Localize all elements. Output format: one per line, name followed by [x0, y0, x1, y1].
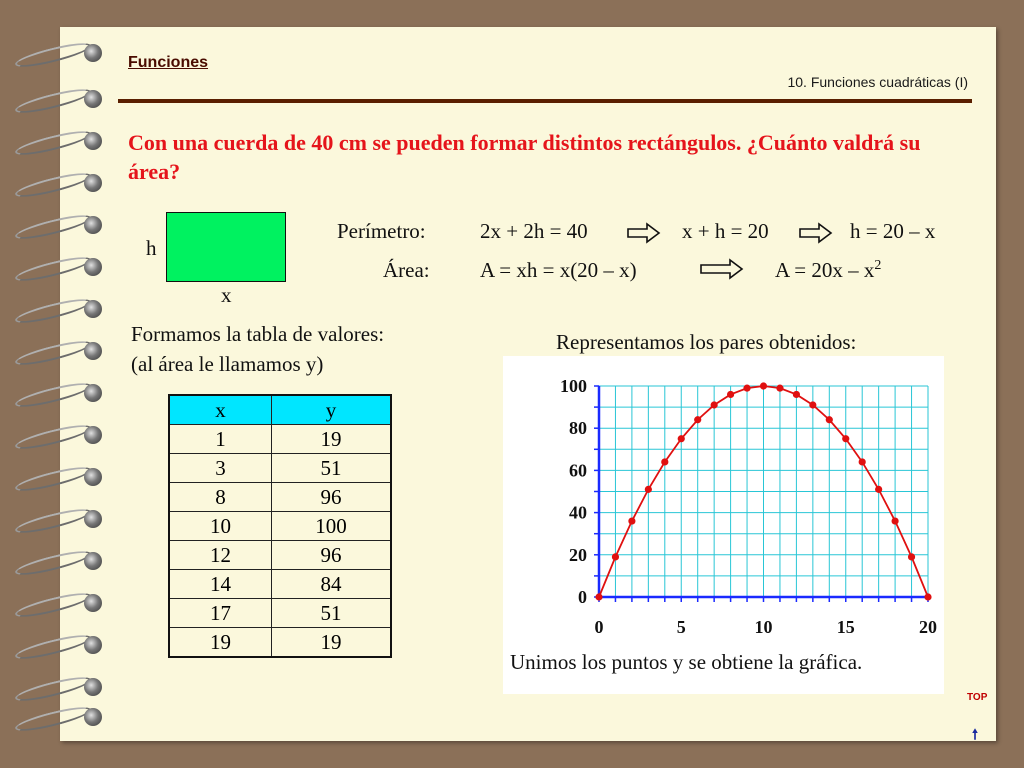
ring-hole	[84, 510, 102, 528]
table-header-y: y	[272, 395, 392, 425]
table-cell-y: 100	[272, 512, 392, 541]
perimeter-label: Perímetro:	[337, 219, 426, 243]
ring-hole	[84, 132, 102, 150]
graph-caption: Unimos los puntos y se obtiene la gráfica.	[510, 650, 863, 674]
data-point	[826, 416, 833, 423]
table-cell-y: 96	[272, 483, 392, 512]
x-tick-label: 15	[836, 617, 855, 637]
rectangle-width-label: x	[221, 283, 232, 307]
graph-panel	[503, 356, 944, 694]
binding-ring	[14, 214, 104, 238]
y-tick-label: 100	[560, 376, 587, 396]
ring-hole	[84, 594, 102, 612]
data-point	[595, 593, 602, 600]
table-cell-x: 10	[169, 512, 272, 541]
problem-statement: Con una cuerda de 40 cm se pueden formar distintos rectángulos. ¿Cuánto valdrá su área?	[128, 130, 921, 184]
ring-hole	[84, 300, 102, 318]
data-point	[776, 385, 783, 392]
table-header-x: x	[169, 395, 272, 425]
x-tick-label: 0	[594, 617, 604, 637]
data-point	[892, 517, 899, 524]
ring-hole	[84, 44, 102, 62]
binding-ring	[14, 634, 104, 658]
ring-hole	[84, 90, 102, 108]
binding-ring	[14, 706, 104, 730]
funciones-link[interactable]: Funciones	[128, 54, 209, 71]
x-tick-label: 10	[754, 617, 773, 637]
up-arrow-icon[interactable]: 🠕	[972, 727, 979, 743]
implies-arrow-icon	[799, 222, 833, 244]
data-point	[875, 486, 882, 493]
slide-subtitle: 10. Funciones cuadráticas (I)	[787, 74, 968, 90]
data-point	[727, 391, 734, 398]
table-intro-line-2: (al área le llamamos y)	[131, 352, 324, 376]
binding-ring	[14, 424, 104, 448]
table-row	[169, 599, 391, 628]
rectangle-height-label: h	[146, 236, 157, 260]
binding-ring	[14, 298, 104, 322]
table-row	[169, 454, 391, 483]
area-equation-2: $A = 20x - x^2$	[775, 258, 882, 282]
binding-ring	[14, 42, 104, 66]
table-row	[169, 483, 391, 512]
table-header-row	[169, 395, 391, 425]
data-point	[760, 382, 767, 389]
table-row	[169, 425, 391, 454]
table-cell-x: 8	[169, 483, 272, 512]
table-cell-x: 12	[169, 541, 272, 570]
table-intro-line-1: Formamos la tabla de valores:	[131, 322, 385, 346]
top-link[interactable]: TOP	[967, 692, 988, 703]
ring-hole	[84, 708, 102, 726]
data-point	[694, 416, 701, 423]
binding-ring	[14, 508, 104, 532]
binding-ring	[14, 172, 104, 196]
table-cell-y: 51	[272, 454, 392, 483]
y-tick-label: 60	[569, 460, 587, 481]
ring-hole	[84, 552, 102, 570]
ring-hole	[84, 678, 102, 696]
y-tick-label: 40	[569, 502, 587, 523]
y-tick-label: 20	[569, 544, 587, 565]
binding-ring	[14, 592, 104, 616]
table-row	[169, 541, 391, 570]
ring-hole	[84, 468, 102, 486]
table-cell-x: 1	[169, 425, 272, 454]
perimeter-equation-1: 2x + 2h = 40	[480, 219, 588, 243]
x-tick-label: 5	[676, 617, 686, 637]
ring-hole	[84, 174, 102, 192]
binding-ring	[14, 676, 104, 700]
data-point	[859, 458, 866, 465]
data-point	[711, 401, 718, 408]
area-exponent: 2	[874, 258, 882, 273]
implies-arrow-icon	[700, 258, 744, 280]
table-cell-y: 96	[272, 541, 392, 570]
data-point	[842, 435, 849, 442]
perimeter-equation-3: h = 20 – x	[850, 219, 936, 243]
table-cell-x: 19	[169, 628, 272, 658]
ring-hole	[84, 384, 102, 402]
data-point	[743, 385, 750, 392]
binding-ring	[14, 130, 104, 154]
binding-ring	[14, 256, 104, 280]
perimeter-equation-2: x + h = 20	[682, 219, 769, 243]
graph-intro: Representamos los pares obtenidos:	[556, 330, 857, 354]
data-point	[628, 517, 635, 524]
data-point	[924, 593, 931, 600]
data-point	[793, 391, 800, 398]
binding-ring	[14, 382, 104, 406]
ring-hole	[84, 342, 102, 360]
parabola-chart	[503, 356, 944, 656]
ring-hole	[84, 258, 102, 276]
x-tick-label: 20	[919, 617, 937, 637]
table-row	[169, 628, 391, 658]
area-label: Área:	[383, 258, 430, 282]
header-divider	[118, 99, 972, 103]
binding-ring	[14, 340, 104, 364]
binding-ring	[14, 466, 104, 490]
data-point	[661, 458, 668, 465]
table-cell-y: 51	[272, 599, 392, 628]
data-point	[809, 401, 816, 408]
y-tick-label: 0	[578, 587, 587, 607]
rectangle-diagram	[166, 212, 286, 282]
table-cell-x: 14	[169, 570, 272, 599]
ring-hole	[84, 426, 102, 444]
data-point	[612, 553, 619, 560]
area-equation-1: A = xh = x(20 – x)	[480, 258, 637, 282]
table-row	[169, 570, 391, 599]
table-cell-y: 19	[272, 425, 392, 454]
ring-hole	[84, 636, 102, 654]
binding-ring	[14, 88, 104, 112]
binding-ring	[14, 550, 104, 574]
table-row	[169, 512, 391, 541]
implies-arrow-icon	[627, 222, 661, 244]
values-table	[168, 394, 392, 658]
data-point	[908, 553, 915, 560]
table-cell-y: 84	[272, 570, 392, 599]
table-cell-y: 19	[272, 628, 392, 658]
table-cell-x: 3	[169, 454, 272, 483]
table-cell-x: 17	[169, 599, 272, 628]
y-tick-label: 80	[569, 418, 587, 439]
ring-hole	[84, 216, 102, 234]
data-point	[645, 486, 652, 493]
data-point	[678, 435, 685, 442]
